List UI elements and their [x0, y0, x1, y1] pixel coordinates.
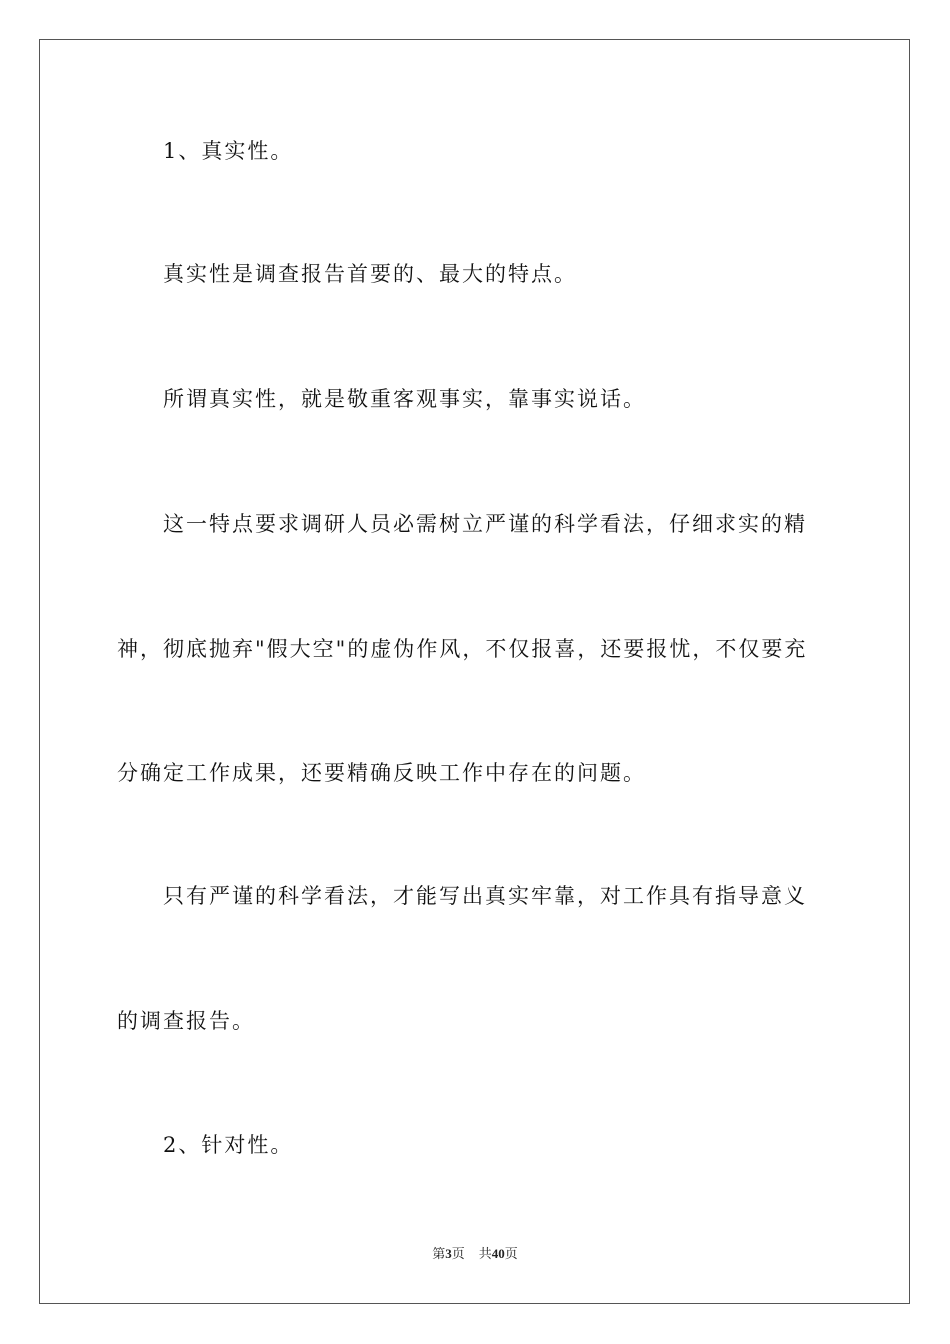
- paragraph-line: 只有严谨的科学看法，才能写出真实牢靠，对工作具有指导意义: [163, 884, 807, 908]
- page-border: [39, 39, 910, 1304]
- total-pages: 40: [491, 1246, 505, 1261]
- paragraph-line: 的调查报告。: [117, 1009, 255, 1033]
- page-prefix: 第: [432, 1246, 446, 1261]
- page-suffix: 页: [451, 1246, 465, 1261]
- section-heading-truthfulness: 1、真实性。: [163, 139, 294, 163]
- total-suffix: 页: [504, 1246, 518, 1261]
- paragraph-line: 神，彻底抛弃"假大空"的虚伪作风，不仅报喜，还要报忧，不仅要充: [117, 637, 808, 661]
- paragraph-line: 这一特点要求调研人员必需树立严谨的科学看法，仔细求实的精: [163, 512, 807, 536]
- section-heading-pertinence: 2、针对性。: [163, 1133, 294, 1157]
- page-number: 3: [445, 1246, 452, 1261]
- paragraph-line: 所谓真实性，就是敬重客观事实，靠事实说话。: [163, 387, 646, 411]
- paragraph-line: 分确定工作成果，还要精确反映工作中存在的问题。: [117, 761, 646, 785]
- total-prefix: 共: [478, 1246, 492, 1261]
- paragraph-line: 真实性是调查报告首要的、最大的特点。: [163, 262, 577, 286]
- page-footer: [0, 1245, 950, 1263]
